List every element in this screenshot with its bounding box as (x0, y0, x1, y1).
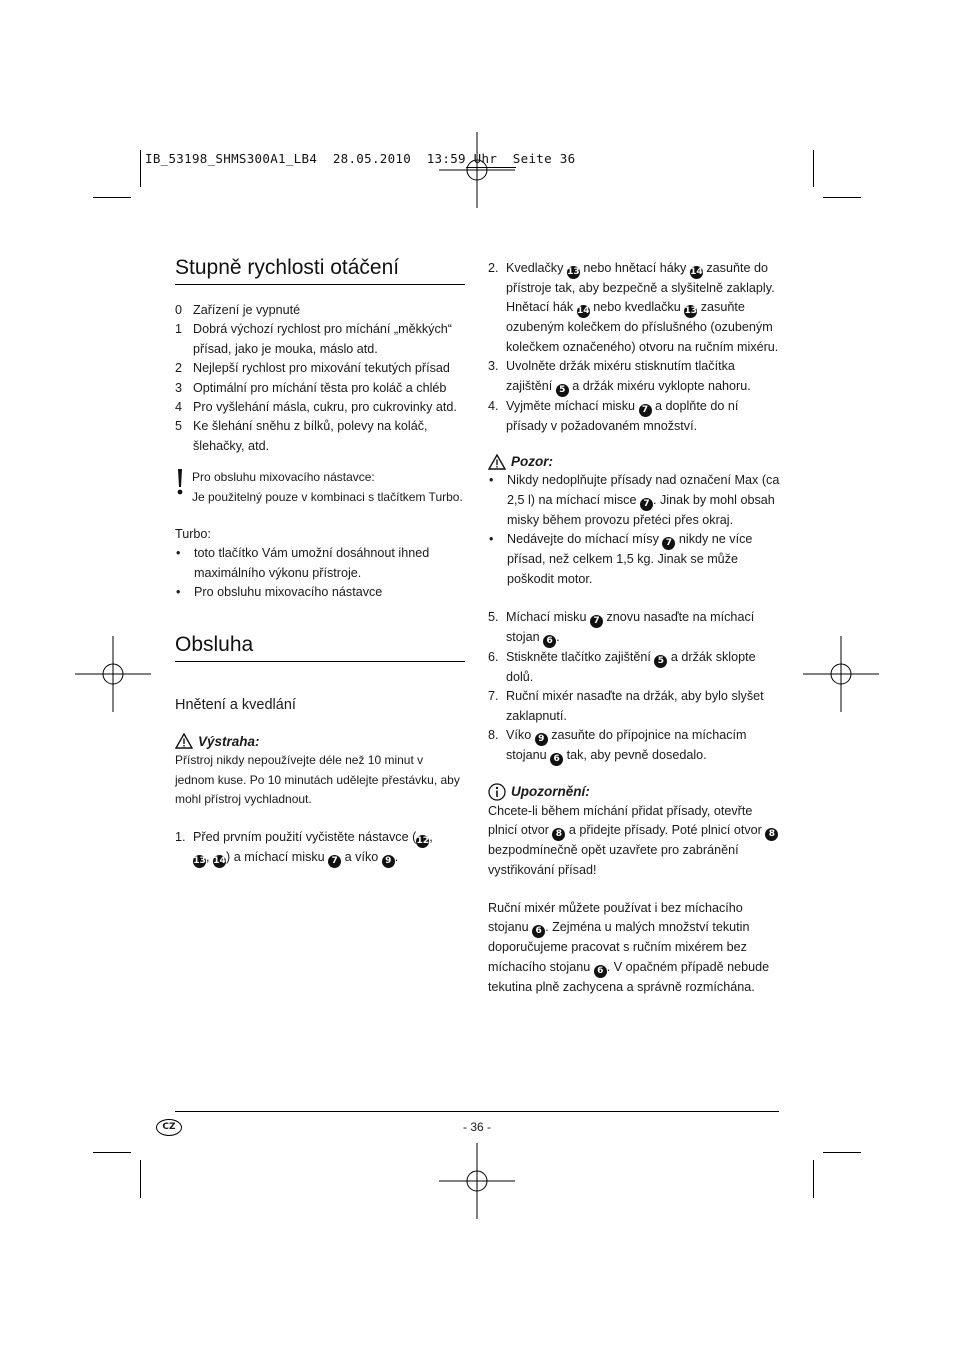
speed-list (175, 301, 465, 456)
step-item (488, 357, 780, 396)
step-text: Kvedlačky 13 nebo hnětací háky 14 zasuňte do přístroje tak, aby bezpečně a slyšitelně zaklaply. Hnětací hák 14 nebo kvedlačku 13 zasuňte ozubeným kolečkem do příslušného (ozubeným kolečkem označeného) otvoru na ručním mixéru. (506, 261, 779, 354)
crop-mark (813, 150, 814, 187)
step-number: 8. (488, 728, 499, 743)
list-item: • Pro obsluhu mixovacího nástavce (175, 583, 465, 602)
crop-mark (140, 150, 141, 187)
step-number: 2. (488, 261, 499, 275)
caution-title: Pozor: (511, 454, 553, 470)
step-text: Před prvním použití vyčistěte nástavce (12, 13, 14) a míchací misku 7 a víko 9 . (193, 830, 433, 867)
info-title: Upozornění: (511, 784, 590, 800)
caution-list (488, 471, 780, 589)
registration-mark-icon (439, 1143, 515, 1219)
step-item (488, 397, 780, 436)
info-text: Chcete-li během míchání přidat přísady, otevřte plnicí otvor 8 a přidejte přísady. Poté plnicí otvor 8 bezpodmínečně opět uzavřete pro zabránění vystřikování přísad! (488, 802, 780, 880)
warning-triangle-icon (488, 454, 506, 470)
heading-operation: Obsluha (175, 632, 465, 662)
heading-speed-levels: Stupně rychlosti otáčení (175, 255, 465, 285)
page-number: - 36 - (462, 1120, 491, 1134)
crop-mark (93, 1152, 131, 1153)
step-text: Vyjměte míchací misku 7 a doplňte do ní přísady v požadovaném množství. (506, 398, 739, 433)
step-item (488, 259, 780, 357)
step-text: Uvolněte držák mixéru stisknutím tlačítka zajištění 5 a držák mixéru vyklopte nahoru. (506, 359, 751, 395)
list-text: Zařízení je vypnuté (193, 303, 301, 317)
language-badge: CZ (156, 1119, 182, 1136)
step-text: Stiskněte tlačítko zajištění 5 a držák sklopte dolů. (506, 650, 756, 685)
part-number-badge: 6 (543, 635, 556, 648)
steps-list-a (488, 259, 780, 436)
step-item (488, 687, 780, 726)
steps-list-b (488, 608, 780, 766)
list-text: Pro obsluhu mixovacího nástavce (194, 585, 383, 600)
list-text: Pro vyšlehání másla, cukru, pro cukrovinky atd. (193, 400, 457, 415)
list-number: 2 (175, 361, 183, 376)
step-text: Ruční mixér nasaďte na držák, aby bylo slyšet zaklapnutí. (506, 689, 764, 723)
crop-mark (823, 1152, 861, 1153)
warning-text: Přístroj nikdy nepoužívejte déle než 10 minut v jednom kuse. Po 10 minutách udělejte přestávku, aby mohl přístroj vychladnout. (175, 753, 460, 806)
footer-rule (175, 1111, 779, 1112)
step-number: 1. (175, 830, 186, 845)
note-line: Pro obsluhu mixovacího nástavce: (192, 470, 375, 485)
part-number-badge: 13 (567, 267, 580, 277)
step-text: Víko 9 zasuňte do přípojnice na míchacím stojanu 6 tak, aby pevně dosedalo. (506, 728, 747, 765)
registration-mark-icon (803, 636, 879, 712)
part-number-badge: 5 (556, 384, 569, 397)
list-item (175, 301, 465, 320)
step-item (488, 726, 780, 766)
list-number: 0 (175, 303, 183, 317)
list-text: Dobrá výchozí rychlost pro míchání „měkkých“ přísad, jako je mouka, máslo atd. (193, 322, 452, 356)
list-item: • toto tlačítko Vám umožní dosáhnout ihned maximálního výkonu přístroje. (175, 544, 465, 583)
list-number: 4 (175, 400, 183, 415)
part-number-badge: 8 (552, 828, 565, 841)
info-icon (488, 783, 506, 801)
turbo-note (175, 468, 465, 507)
final-paragraph: Ruční mixér můžete používat i bez míchacího stojanu 6 . Zejména u malých množství tekutin doporučujeme pracovat s ručním mixérem bez míchacího stojanu 6 . V opačném případě nebude tekutina plně zachycena a správně rozmíchána. (488, 900, 770, 994)
part-number-badge: 12 (416, 836, 430, 847)
step-text: Míchací misku 7 znovu nasaďte na míchací stojan 6 . (506, 610, 755, 647)
list-item (175, 417, 465, 456)
list-text: Ke šlehání sněhu z bílků, polevy na koláč, šlehačky, atd. (193, 419, 428, 453)
list-text: Nejlepší rychlost pro mixování tekutých přísad (193, 361, 450, 376)
part-number-badge: 9 (535, 733, 548, 746)
part-number-badge: 7 (662, 537, 675, 550)
caution-heading (488, 452, 780, 471)
list-item (175, 379, 465, 398)
crop-mark (140, 1160, 141, 1198)
part-number-badge: 7 (590, 615, 603, 628)
part-number-badge: 14 (213, 856, 226, 867)
step-number: 4. (488, 398, 499, 413)
part-number-badge: 7 (639, 404, 652, 417)
part-number-badge: 14 (576, 306, 590, 317)
right-column (488, 259, 780, 997)
part-number-badge: 6 (532, 925, 545, 938)
part-number-badge: 6 (594, 965, 607, 978)
step-item (488, 648, 780, 687)
list-item (175, 398, 465, 417)
list-text: Nikdy nedoplňujte přísady nad označení Max (ca 2,5 l) na míchací misce 7 . Jinak by mohl obsah misky během provozu přetéci přes okraj. (507, 473, 780, 527)
crop-mark (93, 197, 131, 198)
list-item: • Nedávejte do míchací mísy 7 nikdy ne více přísad, než celkem 1,5 kg. Jinak se může poškodit motor. (488, 530, 780, 589)
list-item: • Nikdy nedoplňujte přísady nad označení Max (ca 2,5 l) na míchací misce 7 . Jinak by mohl obsah misky během provozu přetéci přes okraj. (488, 471, 780, 530)
registration-mark-icon (439, 132, 515, 208)
list-text: Optimální pro míchání těsta pro koláč a chléb (193, 380, 447, 395)
slug-underline (466, 167, 516, 168)
part-number-badge: 7 (328, 855, 341, 868)
list-item (175, 359, 465, 378)
part-number-badge: 13 (684, 306, 697, 317)
step-1 (175, 828, 465, 868)
list-item (175, 320, 465, 359)
left-column (175, 255, 465, 868)
subheading-kneading: Hnětení a kvedlání (175, 696, 296, 713)
warning-heading (175, 732, 465, 751)
part-number-badge: 6 (550, 753, 563, 766)
part-number-badge: 7 (640, 498, 653, 511)
part-number-badge: 5 (654, 655, 667, 668)
crop-mark (813, 1160, 814, 1198)
info-heading (488, 782, 780, 801)
part-number-badge: 8 (765, 828, 778, 841)
list-number: 3 (175, 380, 183, 395)
note-line: Je použitelný pouze v kombinaci s tlačítkem Turbo. (192, 489, 463, 504)
registration-mark-icon (75, 636, 151, 712)
print-slug: IB_53198_SHMS300A1_LB4 28.05.2010 13:59 Uhr Seite 36 (145, 151, 576, 166)
list-text: Nedávejte do míchací mísy 7 nikdy ne více přísad, než celkem 1,5 kg. Jinak se může poškodit motor. (507, 532, 753, 586)
list-number: 5 (175, 419, 183, 434)
part-number-badge: 9 (382, 855, 395, 868)
step-number: 6. (488, 650, 499, 665)
list-text: toto tlačítko Vám umožní dosáhnout ihned maximálního výkonu přístroje. (194, 546, 430, 580)
list-number: 1 (175, 322, 183, 337)
exclamation-icon (175, 468, 192, 501)
step-number: 5. (488, 610, 499, 625)
part-number-badge: 13 (193, 856, 206, 867)
step-number: 3. (488, 359, 499, 374)
turbo-label: Turbo: (175, 527, 211, 542)
warning-triangle-icon (175, 733, 193, 749)
crop-mark (823, 197, 861, 198)
warning-title: Výstraha: (198, 733, 260, 749)
step-number: 7. (488, 689, 499, 704)
step-item (488, 608, 780, 648)
part-number-badge: 14 (690, 267, 703, 277)
